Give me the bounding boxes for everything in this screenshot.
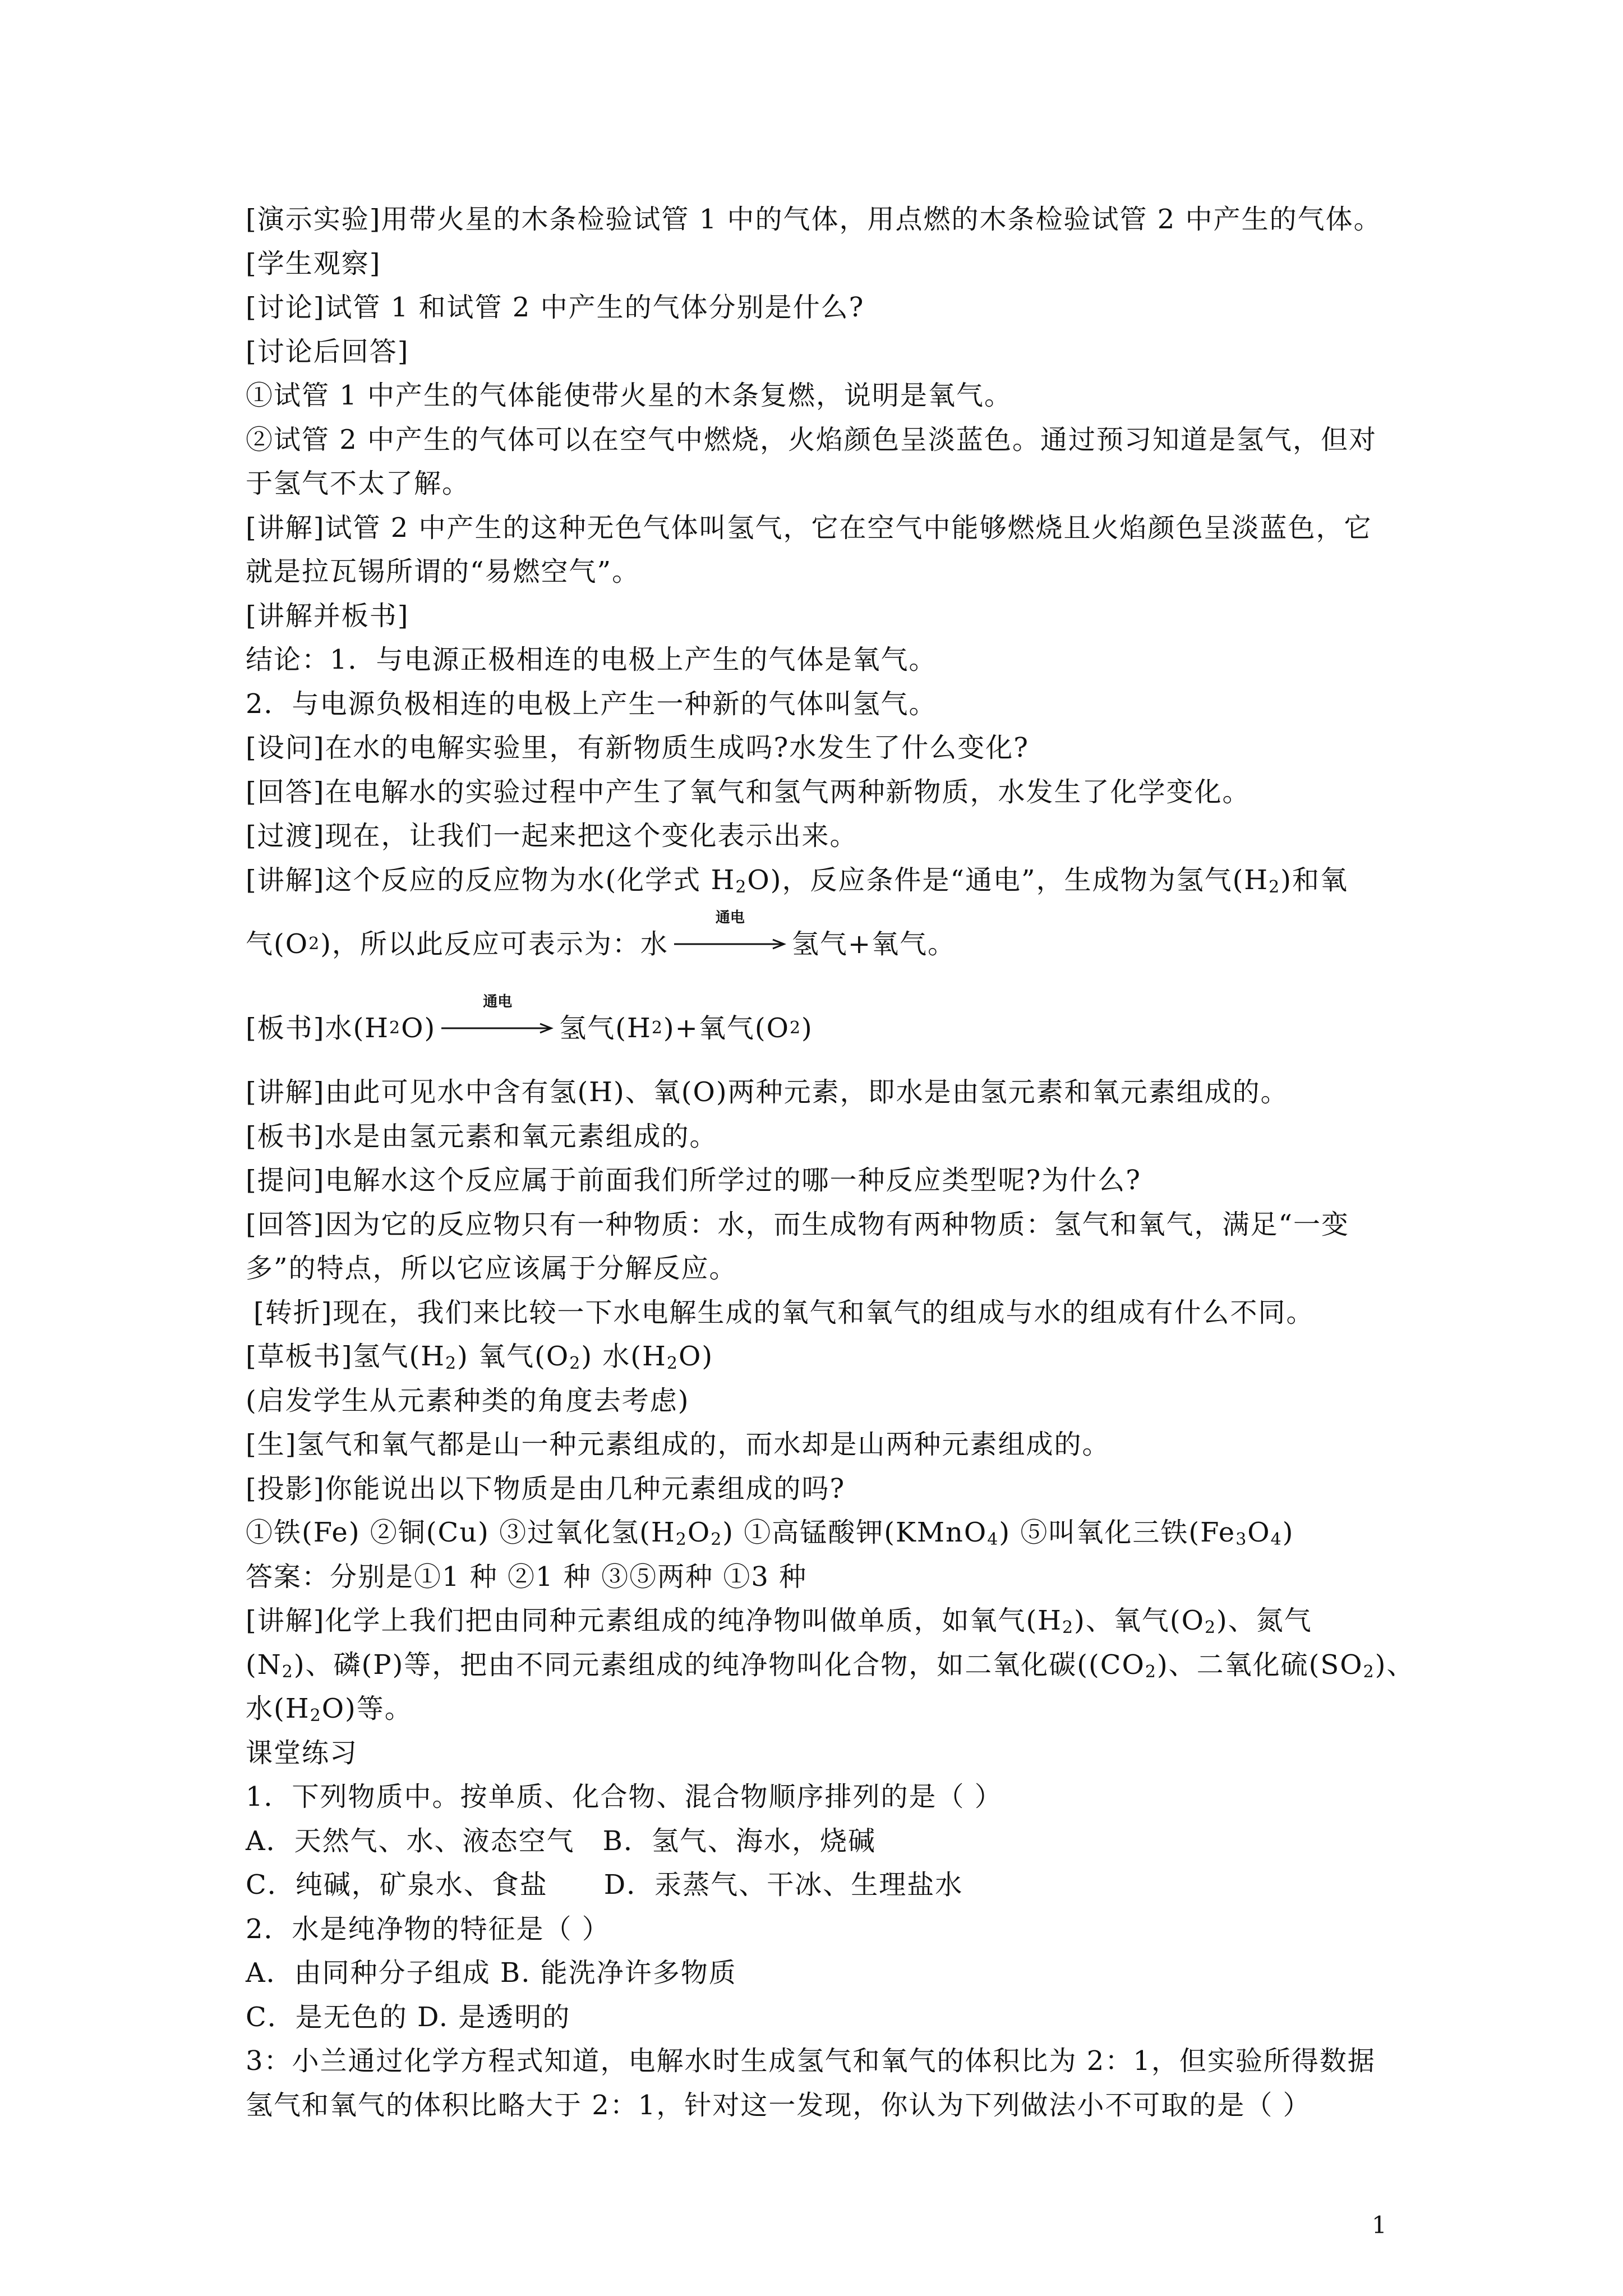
- definition-line: [246, 1599, 1401, 1643]
- text-line: 就是拉瓦锡所谓的“易燃空气”。: [246, 556, 640, 587]
- text-span: ①铁(Fe) ②铜(Cu) ③过氧化氢(H: [246, 1517, 676, 1548]
- text-line: [讲解并板书]: [246, 600, 409, 632]
- definition-line: [246, 1687, 1401, 1731]
- text-span: ) 氧气(O: [457, 1341, 570, 1372]
- subscript: 2: [1204, 1618, 1217, 1637]
- text-span: ): [1282, 1517, 1294, 1548]
- document-body: [246, 197, 1415, 2127]
- definition-line: [246, 1643, 1415, 1687]
- text-line: 多”的特点，所以它应该属于分解反应。: [246, 1253, 737, 1284]
- equation-line-board: [板书]水(H 2 O) 通电 氢气(H 2 )+氧气(O 2 ): [246, 986, 1401, 1070]
- text-span: O): [401, 1012, 436, 1044]
- text-line: [回答]在电解水的实验过程中产生了氧气和氢气两种新物质，水发生了化学变化。: [246, 776, 1251, 808]
- text-line: (启发学生从元素种类的角度去考虑): [246, 1384, 690, 1416]
- text-span: O)，反应条件是“通电”，生成物为氢气(H: [747, 864, 1269, 896]
- text-line: [提问]电解水这个反应属于前面我们所学过的哪一种反应类型呢?为什么?: [246, 1165, 1141, 1196]
- reaction-condition: 通电: [483, 993, 513, 1010]
- option-line: A．由同种分子组成 B. 能洗净许多物质: [246, 1957, 737, 1989]
- subscript: 2: [711, 1530, 723, 1549]
- text-span: )、: [1375, 1649, 1415, 1681]
- arrow-icon: [441, 1015, 554, 1042]
- subscript: 2: [675, 1530, 688, 1549]
- text-line: [讲解]由此可见水中含有氢(H)、氧(O)两种元素，即水是由氢元素和氧元素组成的。: [246, 1076, 1289, 1108]
- section-heading: 课堂练习: [246, 1737, 358, 1769]
- subscript: 2: [1145, 1662, 1157, 1682]
- text-span: )、氮气: [1216, 1605, 1312, 1636]
- text-span: 气(O: [246, 928, 309, 960]
- text-span: O): [678, 1341, 714, 1372]
- reaction-arrow: [441, 993, 554, 1042]
- text-line: [讨论后回答]: [246, 335, 409, 367]
- subscript: 2: [666, 1354, 679, 1373]
- answer-line: 答案：分别是①1 种 ②1 种 ③⑤两种 ①3 种: [246, 1561, 808, 1593]
- text-span: )和氧: [1280, 864, 1348, 896]
- text-span: )、磷(P)等，把由不同元素组成的纯净物叫化合物，如二氧化碳((CO: [293, 1649, 1145, 1681]
- text-line: [演示实验]用带火星的木条检验试管 1 中的气体，用点燃的木条检验试管 2 中产生的气体。: [246, 204, 1382, 235]
- explain-formula-line: [246, 858, 1401, 903]
- question-line: 1．下列物质中。按单质、化合物、混合物顺序排列的是（ ）: [246, 1781, 1003, 1812]
- text-line: [讨论]试管 1 和试管 2 中产生的气体分别是什么?: [246, 292, 865, 323]
- page-number: 1: [1372, 2211, 1387, 2239]
- text-span: 氢气+氧气。: [791, 928, 956, 960]
- text-span: 氢气(H: [559, 1012, 652, 1044]
- subscript: 2: [445, 1354, 458, 1373]
- text-line: [生]氢气和氧气都是山一种元素组成的，而水却是山两种元素组成的。: [246, 1429, 1110, 1460]
- text-line: ②试管 2 中产生的气体可以在空气中燃烧，火焰颜色呈淡蓝色。通过预习知道是氢气，但对: [246, 424, 1377, 455]
- arrow-icon: [674, 931, 786, 958]
- text-line: [转折]现在，我们来比较一下水电解生成的氧气和氧气的组成与水的组成有什么不同。: [253, 1296, 1315, 1328]
- equation-line-words: 气(O 2 )，所以此反应可表示为：水 通电 氢气+氧气。: [246, 902, 1401, 986]
- text-line: [板书]水是由氢元素和氧元素组成的。: [246, 1120, 718, 1152]
- text-line: [投影]你能说出以下物质是由几种元素组成的吗?: [246, 1473, 846, 1504]
- subscript: 4: [987, 1530, 999, 1549]
- text-span: O: [1247, 1517, 1271, 1548]
- question-line: 3：小兰通过化学方程式知道，电解水时生成氢气和氧气的体积比为 2：1，但实验所得数据: [246, 2045, 1376, 2077]
- question-line: 2．水是纯净物的特征是（ ）: [246, 1913, 610, 1945]
- reaction-arrow: [674, 909, 786, 958]
- text-span: [板书]水(H: [246, 1012, 390, 1044]
- text-line: [讲解]试管 2 中产生的这种无色气体叫氢气，它在空气中能够燃烧且火焰颜色呈淡蓝色，它: [246, 512, 1372, 544]
- text-line: [回答]因为它的反应物只有一种物质：水，而生成物有两种物质：氢气和氧气，满足“一变: [246, 1208, 1349, 1240]
- option-line: C．是无色的 D. 是透明的: [246, 2001, 571, 2033]
- text-line: [学生观察]: [246, 247, 381, 279]
- text-span: O: [687, 1517, 711, 1548]
- text-span: )，所以此反应可表示为：水: [320, 928, 668, 960]
- text-span: [讲解]化学上我们把由同种元素组成的纯净物叫做单质，如氧气(H: [246, 1605, 1063, 1636]
- subscript: 3: [1235, 1530, 1248, 1549]
- text-span: [草板书]氢气(H: [246, 1341, 446, 1372]
- text-span: (N: [246, 1649, 282, 1681]
- text-span: )、二氧化硫(SO: [1156, 1649, 1363, 1681]
- option-line: A．天然气、水、液态空气 B．氢气、海水，烧碱: [246, 1825, 876, 1857]
- text-span: 水(H: [246, 1693, 310, 1724]
- text-line: ①试管 1 中产生的气体能使带火星的木条复燃，说明是氧气。: [246, 380, 1013, 411]
- text-span: ) ①高锰酸钾(KMnO: [722, 1517, 988, 1548]
- option-line: C．纯碱，矿泉水、食盐 D．汞蒸气、干冰、生理盐水: [246, 1869, 963, 1901]
- subscript: 2: [282, 1662, 294, 1682]
- text-line: 结论：1．与电源正极相连的电极上产生的气体是氧气。: [246, 644, 937, 675]
- question-line: 氢气和氧气的体积比略大于 2：1，针对这一发现，你认为下列做法小不可取的是（ ）: [246, 2089, 1311, 2121]
- text-line: 于氢气不太了解。: [246, 468, 471, 499]
- text-span: [讲解]这个反应的反应物为水(化学式 H: [246, 864, 736, 896]
- reaction-condition: 通电: [715, 909, 745, 926]
- text-line: [设问]在水的电解实验里，有新物质生成吗?水发生了什么变化?: [246, 732, 1029, 763]
- draft-board-line: [246, 1335, 1401, 1379]
- text-span: ) ⑤叫氧化三铁(Fe: [999, 1517, 1236, 1548]
- text-span: O)等。: [321, 1693, 413, 1724]
- text-line: [过渡]现在，让我们一起来把这个变化表示出来。: [246, 820, 858, 852]
- subscript: 2: [735, 877, 748, 897]
- text-span: ) 水(H: [581, 1341, 667, 1372]
- subscript: 2: [1269, 877, 1281, 897]
- subscript: 2: [310, 1706, 322, 1726]
- substances-line: [246, 1511, 1401, 1555]
- subscript: 2: [1363, 1662, 1375, 1682]
- text-span: )+氧气(O: [663, 1012, 790, 1044]
- text-line: 2．与电源负极相连的电极上产生一种新的气体叫氢气。: [246, 688, 937, 720]
- subscript: 2: [569, 1354, 582, 1373]
- text-span: )、氧气(O: [1074, 1605, 1205, 1636]
- subscript: 2: [1062, 1618, 1075, 1637]
- subscript: 4: [1270, 1530, 1283, 1549]
- text-span: ): [801, 1012, 813, 1044]
